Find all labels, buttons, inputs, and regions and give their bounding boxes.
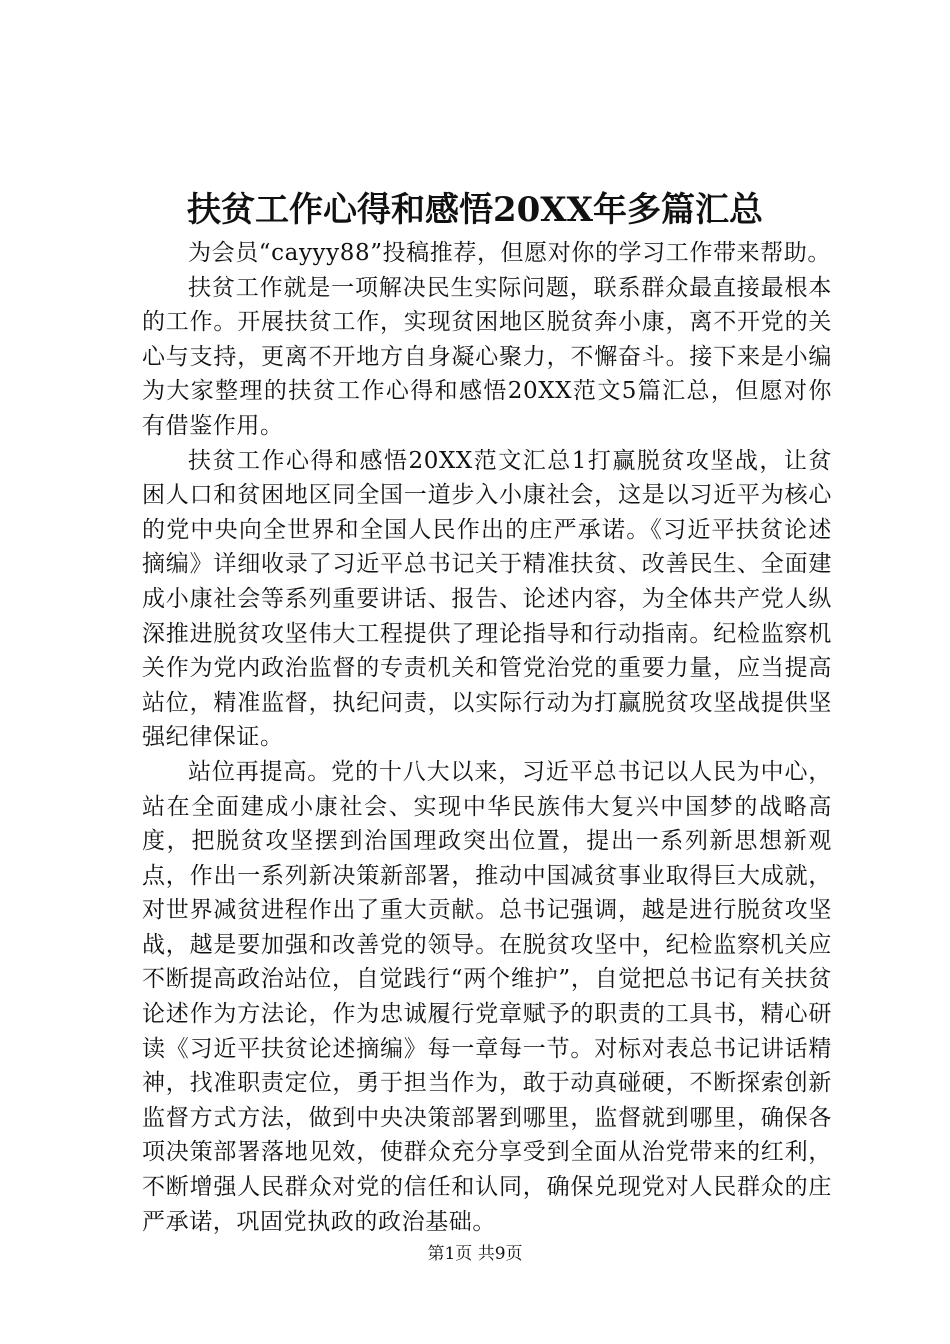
paragraph-essay-1: 扶贫工作心得和感悟20XX范文汇总1打赢脱贫攻坚战，让贫困人口和贫困地区同全国一道步入小康社会，这是以习近平为核心的党中央向全世界和全国人民作出的庄严承诺。《习近平扶贫论述摘编》详细收录了习近平总书记关于精准扶贫、改善民生、全面建成小康社会等系列重要讲话、报告、论述内容，为全体共产党人纵深推进脱贫攻坚伟大工程提供了理论指导和行动指南。纪检监察机关作为党内政治监督的专责机关和管党治党的重要力量，应当提高站位，精准监督，执纪问责，以实际行动为打赢脱贫攻坚战提供坚强纪律保证。 xyxy=(142,447,832,751)
paragraph-position: 站位再提高。党的十八大以来，习近平总书记以人民为中心，站在全面建成小康社会、实现中华民族伟大复兴中国梦的战略高度，把脱贫攻坚摆到治国理政突出位置，提出一系列新思想新观点，作出一系列新决策新部署，推动中国减贫事业取得巨大成就，对世界减贫进程作出了重大贡献。总书记强调，越是进行脱贫攻坚战，越是要加强和改善党的领导。在脱贫攻坚中，纪检监察机关应不断提高政治站位，自觉践行“两个维护”，自觉把总书记有关扶贫论述作为方法论，作为忠诚履行党章赋予的职责的工具书，精心研读《习近平扶贫论述摘编》每一章每一节。对标对表总书记讲话精神，找准职责定位，勇于担当作为，敢于动真碰硬，不断探索创新监督方式方法，做到中央决策部署到哪里，监督就到哪里，确保各项决策部署落地见效，使群众充分享受到全面从治党带来的红利，不断增强人民群众对党的信任和认同，确保兑现党对人民群众的庄严承诺，巩固党执政的政治基础。 xyxy=(142,758,832,1235)
document-body xyxy=(142,236,832,1239)
document-title: 扶贫工作心得和感悟20XX年多篇汇总 xyxy=(186,190,764,230)
paragraph-overview: 扶贫工作就是一项解决民生实际问题，联系群众最直接最根本的工作。开展扶贫工作，实现贫困地区脱贫奔小康，离不开党的关心与支持，更离不开地方自身凝心聚力，不懈奋斗。接下来是小编为大家整理的扶贫工作心得和感悟20XX范文5篇汇总，但愿对你有借鉴作用。 xyxy=(142,274,832,439)
page-footer: 第1页 共9页 xyxy=(427,1244,523,1264)
paragraph-intro: 为会员“cayyy88”投稿推荐，但愿对你的学习工作带来帮助。 xyxy=(188,240,831,266)
